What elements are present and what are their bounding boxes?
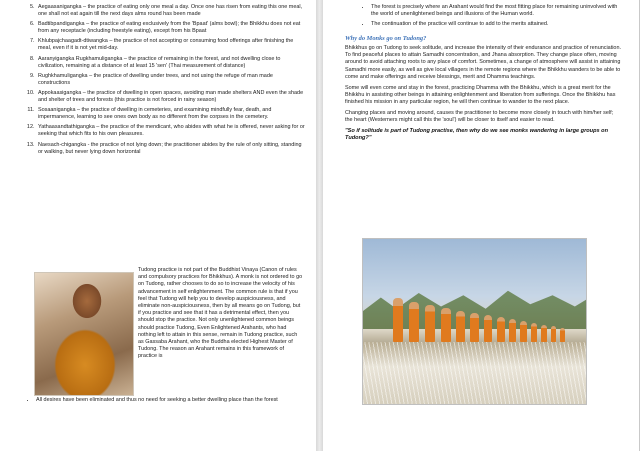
practice-item: 9. Rughkhamuligangka – the practice of dwelling under trees, and not using the refuge of man made constructions [36, 73, 306, 87]
monk-figure [509, 319, 516, 342]
practice-item: 11. Sosaanigangka – the practice of dwelling in cemeteries, and examining mindfully fear, death, and impermanence, learning to see ones own body as no different from the corpses in the cemetery. [36, 107, 306, 121]
reason-item: • The forest is precisely where an Arahant would find the most fitting place for remaining uninvolved with the world of unenlightened beings and illusions of the Human world. [371, 4, 621, 18]
reason-item: • The continuation of the practice will continue to add to the merits attained. [371, 21, 621, 28]
body-paragraph: Changing places and moving around, causes the practitioner to become more closely in touch with him/her self; the heart (Westerners might call this the 'soul') will be closer to itself and easier to read. [345, 110, 614, 124]
arahant-reasons-list [22, 397, 316, 404]
practice-item: 8. Aaranyigangka Rugkhamuligangka – the practice of remaining in the forest, and not dwelling close to civilization, remaining at a distance of at least 15 'sen' (Thai measurement of distance) [36, 56, 306, 70]
practice-item: 10. Appokaasigangka – the practice of dwelling in open spaces, avoiding man made shelters AND even the shade and shelter of trees and forests (this practice is not forced in rainy season) [36, 90, 306, 104]
practice-item: 13. Naesach-chigangka - the practice of not lying down; the practitioner abides by the rule of only sitting, standing or walking, but never lying down horizontal [36, 142, 306, 156]
reason-item: • All desires have been eliminated and thus no need for seeking a better dwelling place than the forest [36, 397, 316, 404]
arahant-reasons-continued-list [345, 4, 621, 28]
monk-procession-photo [362, 238, 587, 405]
right-page [323, 0, 639, 451]
section-heading: Why do Monks go on Tudong? [345, 35, 427, 43]
practice-item: 6. Badtibpandigangka – the practice of eating exclusively from the 'Bpaat' (alms bowl); the Bhikkhu does not eat from any receptacle (including freestyle eating), except from his Bpaat [36, 21, 306, 35]
tudong-vinaya-paragraph: Tudong practice is not part of the Buddhist Vinaya (Canon of rules and compulsory practices for Bhikkhus). A monk is not ordered to go on Tudong, rather chooses to do so to increase the velocity of his advancement in self enlightenment. The common rule is that if you feel that Tudong will help you to develop auspiciousness, and eliminate non-auspiciousness, then by all means go on Tudong, but if you practice and see that it has a detrimental effect, then you should stop the practice. Not only unenlightened common beings should practice Tudong, Even Enlightened Arahants, who had nothing left to attain in this sense, remain in Tudong practice, such as Gassaba Arahant, who the Buddha elected Highest Master of Tudong. The reason an Arahant remains in this framework of practice is [138, 267, 303, 360]
tudong-practices-list [22, 4, 306, 156]
monk-figure [484, 315, 492, 342]
monk-figure [520, 321, 527, 342]
body-paragraph: Some will even come and stay in the forest, practicing Dhamma with the Bhikkhu, which is a great merit for the Bhikkhu in assisting other beings in attaining enlightenment and liberation from sufferings. Once the Bhikkhu has finished his mission in any particular region, he will then continue to wander to the next place. [345, 84, 616, 105]
monk-figure [560, 328, 565, 342]
practice-item: 5. Aegaasanigangka – the practice of eating only one meal a day. Once one has risen from eating this one meal, one shall not eat again till the next days alms round has been made [36, 4, 306, 18]
monk-figure [531, 323, 537, 342]
monk-figure [393, 298, 403, 342]
practice-item: 12. Yathaasandtathigangka – the practice of the mendicant, who abides with what he is offered, never asking for or seeking that which fits to his own pleasures. [36, 124, 306, 138]
body-paragraph: Bhikkhus go on Tudong to seek solitude, and increase the intensity of their endurance and practice of renunciation. To find peaceful places to attain Samadhi concentration, and Jhana absorption. They change place often, moving around to avoid attaching roots to any place of comfort. Sometimes, a change of atmosphere will assist in attaining Samadhi more easily, as well as give local villagers in the remote regions where the Bhikkhu wanders to be able to come and make offerings and receive blessings, merit and Dhamma teachings. [345, 45, 621, 80]
meditating-monk-photo [34, 272, 134, 396]
flower-field [363, 342, 586, 404]
monk-figure [470, 313, 479, 342]
monk-figure [541, 325, 547, 342]
monk-figure [425, 305, 435, 342]
question-paragraph: "So if solitude is part of Tudong practise, then why do we see monks wandering in large groups on Tudong?" [345, 128, 609, 142]
book-gutter [316, 0, 323, 451]
practice-item: 7. Khlubpajchaagadt-dtiwangka – the practice of not accepting or consuming food offerings after finishing the meal, even if it is not yet mid-day. [36, 38, 306, 52]
monk-figure [497, 317, 505, 342]
monk-figure [551, 326, 556, 342]
monk-figure [456, 311, 465, 342]
monk-figure [441, 308, 451, 342]
monk-figure [409, 302, 419, 342]
